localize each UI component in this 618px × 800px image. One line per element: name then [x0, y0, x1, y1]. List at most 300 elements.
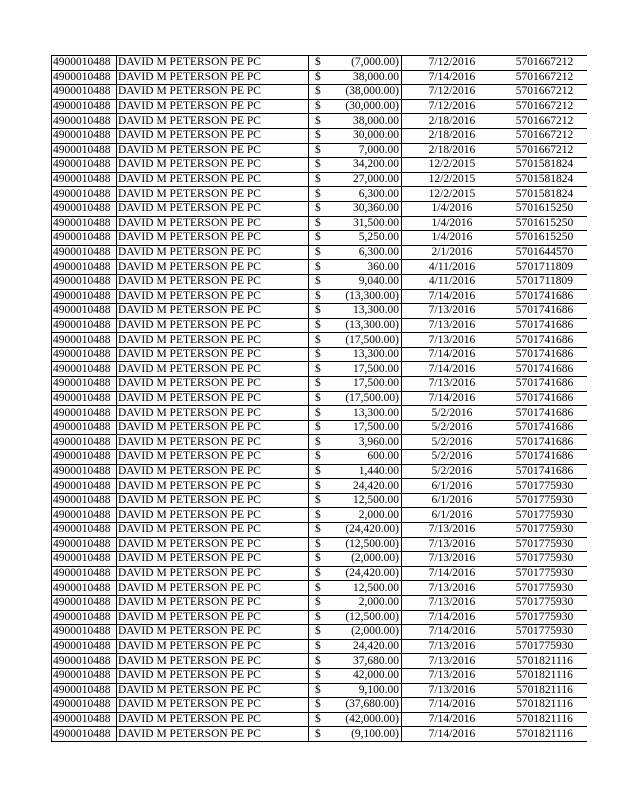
vendor-id-cell: 4900010488 — [52, 187, 117, 202]
vendor-id-cell: 4900010488 — [52, 479, 117, 494]
reference-cell: 5701667212 — [502, 70, 587, 85]
vendor-id-cell: 4900010488 — [52, 610, 117, 625]
table-row — [52, 70, 588, 85]
date-cell: 7/14/2016 — [402, 391, 503, 406]
reference-cell: 5701667212 — [502, 143, 587, 158]
table-row — [52, 172, 588, 187]
vendor-name-cell: DAVID M PETERSON PE PC — [117, 391, 309, 406]
vendor-id-cell: 4900010488 — [52, 289, 117, 304]
date-cell: 7/13/2016 — [402, 654, 503, 669]
table-row — [52, 260, 588, 275]
vendor-name-cell: DAVID M PETERSON PE PC — [117, 85, 309, 100]
currency-cell: $ — [309, 99, 330, 114]
vendor-name-cell: DAVID M PETERSON PE PC — [117, 654, 309, 669]
vendor-name-cell: DAVID M PETERSON PE PC — [117, 143, 309, 158]
currency-cell: $ — [309, 362, 330, 377]
table-row — [52, 537, 588, 552]
date-cell: 2/18/2016 — [402, 128, 503, 143]
reference-cell: 5701667212 — [502, 85, 587, 100]
amount-cell: 9,040.00 — [329, 274, 402, 289]
vendor-name-cell: DAVID M PETERSON PE PC — [117, 581, 309, 596]
table-row — [52, 552, 588, 567]
date-cell: 12/2/2015 — [402, 158, 503, 173]
date-cell: 6/1/2016 — [402, 479, 503, 494]
currency-cell: $ — [309, 479, 330, 494]
date-cell: 7/13/2016 — [402, 523, 503, 538]
date-cell: 5/2/2016 — [402, 435, 503, 450]
vendor-name-cell: DAVID M PETERSON PE PC — [117, 595, 309, 610]
vendor-id-cell: 4900010488 — [52, 85, 117, 100]
amount-cell: 3,960.00 — [329, 435, 402, 450]
transactions-table — [51, 55, 587, 742]
amount-cell: 30,360.00 — [329, 201, 402, 216]
date-cell: 7/14/2016 — [402, 70, 503, 85]
amount-cell: (13,300.00) — [329, 289, 402, 304]
table-row — [52, 420, 588, 435]
vendor-name-cell: DAVID M PETERSON PE PC — [117, 216, 309, 231]
vendor-id-cell: 4900010488 — [52, 727, 117, 742]
reference-cell: 5701741686 — [502, 304, 587, 319]
vendor-name-cell: DAVID M PETERSON PE PC — [117, 639, 309, 654]
currency-cell: $ — [309, 698, 330, 713]
reference-cell: 5701615250 — [502, 231, 587, 246]
table-row — [52, 377, 588, 392]
amount-cell: (37,680.00) — [329, 698, 402, 713]
currency-cell: $ — [309, 143, 330, 158]
vendor-id-cell: 4900010488 — [52, 464, 117, 479]
table-row — [52, 668, 588, 683]
reference-cell: 5701775930 — [502, 595, 587, 610]
reference-cell: 5701581824 — [502, 158, 587, 173]
amount-cell: (12,500.00) — [329, 610, 402, 625]
amount-cell: 12,500.00 — [329, 493, 402, 508]
vendor-id-cell: 4900010488 — [52, 683, 117, 698]
table-row — [52, 493, 588, 508]
reference-cell: 5701644570 — [502, 245, 587, 260]
currency-cell: $ — [309, 523, 330, 538]
currency-cell: $ — [309, 493, 330, 508]
vendor-name-cell: DAVID M PETERSON PE PC — [117, 464, 309, 479]
vendor-id-cell: 4900010488 — [52, 99, 117, 114]
table-row — [52, 508, 588, 523]
date-cell: 2/18/2016 — [402, 143, 503, 158]
date-cell: 7/12/2016 — [402, 99, 503, 114]
table-row — [52, 362, 588, 377]
date-cell: 7/13/2016 — [402, 639, 503, 654]
currency-cell: $ — [309, 347, 330, 362]
reference-cell: 5701741686 — [502, 391, 587, 406]
vendor-id-cell: 4900010488 — [52, 406, 117, 421]
vendor-name-cell: DAVID M PETERSON PE PC — [117, 70, 309, 85]
table-row — [52, 158, 588, 173]
vendor-name-cell: DAVID M PETERSON PE PC — [117, 668, 309, 683]
vendor-name-cell: DAVID M PETERSON PE PC — [117, 172, 309, 187]
vendor-id-cell: 4900010488 — [52, 552, 117, 567]
reference-cell: 5701711809 — [502, 260, 587, 275]
amount-cell: 6,300.00 — [329, 245, 402, 260]
reference-cell: 5701775930 — [502, 581, 587, 596]
date-cell: 7/13/2016 — [402, 595, 503, 610]
vendor-id-cell: 4900010488 — [52, 523, 117, 538]
table-row — [52, 143, 588, 158]
table-row — [52, 289, 588, 304]
amount-cell: (9,100.00) — [329, 727, 402, 742]
table-row — [52, 304, 588, 319]
date-cell: 7/14/2016 — [402, 625, 503, 640]
amount-cell: (24,420.00) — [329, 566, 402, 581]
currency-cell: $ — [309, 231, 330, 246]
vendor-id-cell: 4900010488 — [52, 639, 117, 654]
vendor-id-cell: 4900010488 — [52, 654, 117, 669]
date-cell: 7/13/2016 — [402, 537, 503, 552]
amount-cell: 42,000.00 — [329, 668, 402, 683]
currency-cell: $ — [309, 158, 330, 173]
reference-cell: 5701775930 — [502, 508, 587, 523]
vendor-name-cell: DAVID M PETERSON PE PC — [117, 158, 309, 173]
date-cell: 7/14/2016 — [402, 289, 503, 304]
date-cell: 5/2/2016 — [402, 420, 503, 435]
reference-cell: 5701741686 — [502, 347, 587, 362]
vendor-name-cell: DAVID M PETERSON PE PC — [117, 566, 309, 581]
currency-cell: $ — [309, 289, 330, 304]
date-cell: 12/2/2015 — [402, 187, 503, 202]
vendor-id-cell: 4900010488 — [52, 435, 117, 450]
reference-cell: 5701821116 — [502, 654, 587, 669]
table-row — [52, 128, 588, 143]
currency-cell: $ — [309, 406, 330, 421]
currency-cell: $ — [309, 216, 330, 231]
date-cell: 7/13/2016 — [402, 318, 503, 333]
vendor-id-cell: 4900010488 — [52, 333, 117, 348]
vendor-name-cell: DAVID M PETERSON PE PC — [117, 274, 309, 289]
reference-cell: 5701821116 — [502, 712, 587, 727]
reference-cell: 5701741686 — [502, 435, 587, 450]
vendor-name-cell: DAVID M PETERSON PE PC — [117, 435, 309, 450]
date-cell: 7/13/2016 — [402, 333, 503, 348]
vendor-id-cell: 4900010488 — [52, 581, 117, 596]
table-row — [52, 231, 588, 246]
vendor-id-cell: 4900010488 — [52, 493, 117, 508]
table-row — [52, 187, 588, 202]
amount-cell: 360.00 — [329, 260, 402, 275]
date-cell: 5/2/2016 — [402, 464, 503, 479]
currency-cell: $ — [309, 172, 330, 187]
table-row — [52, 523, 588, 538]
amount-cell: 38,000.00 — [329, 70, 402, 85]
amount-cell: 13,300.00 — [329, 347, 402, 362]
table-row — [52, 566, 588, 581]
amount-cell: 27,000.00 — [329, 172, 402, 187]
table-row — [52, 99, 588, 114]
vendor-id-cell: 4900010488 — [52, 362, 117, 377]
reference-cell: 5701667212 — [502, 128, 587, 143]
currency-cell: $ — [309, 595, 330, 610]
reference-cell: 5701741686 — [502, 420, 587, 435]
table-row — [52, 216, 588, 231]
reference-cell: 5701775930 — [502, 552, 587, 567]
vendor-id-cell: 4900010488 — [52, 377, 117, 392]
vendor-name-cell: DAVID M PETERSON PE PC — [117, 289, 309, 304]
reference-cell: 5701775930 — [502, 639, 587, 654]
vendor-id-cell: 4900010488 — [52, 508, 117, 523]
currency-cell: $ — [309, 420, 330, 435]
currency-cell: $ — [309, 712, 330, 727]
currency-cell: $ — [309, 508, 330, 523]
reference-cell: 5701775930 — [502, 523, 587, 538]
vendor-id-cell: 4900010488 — [52, 201, 117, 216]
vendor-id-cell: 4900010488 — [52, 245, 117, 260]
amount-cell: (17,500.00) — [329, 391, 402, 406]
vendor-id-cell: 4900010488 — [52, 712, 117, 727]
currency-cell: $ — [309, 377, 330, 392]
reference-cell: 5701741686 — [502, 318, 587, 333]
reference-cell: 5701741686 — [502, 362, 587, 377]
amount-cell: (12,500.00) — [329, 537, 402, 552]
reference-cell: 5701775930 — [502, 537, 587, 552]
vendor-name-cell: DAVID M PETERSON PE PC — [117, 523, 309, 538]
reference-cell: 5701615250 — [502, 216, 587, 231]
vendor-name-cell: DAVID M PETERSON PE PC — [117, 128, 309, 143]
vendor-name-cell: DAVID M PETERSON PE PC — [117, 450, 309, 465]
vendor-name-cell: DAVID M PETERSON PE PC — [117, 304, 309, 319]
amount-cell: 31,500.00 — [329, 216, 402, 231]
reference-cell: 5701821116 — [502, 683, 587, 698]
amount-cell: 24,420.00 — [329, 479, 402, 494]
amount-cell: (7,000.00) — [329, 56, 402, 71]
vendor-id-cell: 4900010488 — [52, 143, 117, 158]
date-cell: 5/2/2016 — [402, 450, 503, 465]
table-row — [52, 654, 588, 669]
currency-cell: $ — [309, 274, 330, 289]
amount-cell: 17,500.00 — [329, 420, 402, 435]
reference-cell: 5701821116 — [502, 698, 587, 713]
date-cell: 7/13/2016 — [402, 304, 503, 319]
table-row — [52, 406, 588, 421]
date-cell: 7/12/2016 — [402, 56, 503, 71]
vendor-id-cell: 4900010488 — [52, 625, 117, 640]
amount-cell: (17,500.00) — [329, 333, 402, 348]
amount-cell: (30,000.00) — [329, 99, 402, 114]
vendor-name-cell: DAVID M PETERSON PE PC — [117, 245, 309, 260]
vendor-id-cell: 4900010488 — [52, 114, 117, 129]
table-row — [52, 450, 588, 465]
amount-cell: 37,680.00 — [329, 654, 402, 669]
date-cell: 4/11/2016 — [402, 274, 503, 289]
table-row — [52, 625, 588, 640]
amount-cell: (38,000.00) — [329, 85, 402, 100]
currency-cell: $ — [309, 70, 330, 85]
vendor-id-cell: 4900010488 — [52, 304, 117, 319]
reference-cell: 5701775930 — [502, 493, 587, 508]
table-row — [52, 201, 588, 216]
vendor-id-cell: 4900010488 — [52, 450, 117, 465]
date-cell: 1/4/2016 — [402, 201, 503, 216]
amount-cell: 17,500.00 — [329, 362, 402, 377]
vendor-id-cell: 4900010488 — [52, 260, 117, 275]
vendor-id-cell: 4900010488 — [52, 668, 117, 683]
amount-cell: 24,420.00 — [329, 639, 402, 654]
reference-cell: 5701581824 — [502, 172, 587, 187]
amount-cell: 7,000.00 — [329, 143, 402, 158]
vendor-name-cell: DAVID M PETERSON PE PC — [117, 347, 309, 362]
vendor-id-cell: 4900010488 — [52, 216, 117, 231]
date-cell: 2/1/2016 — [402, 245, 503, 260]
table-row — [52, 712, 588, 727]
currency-cell: $ — [309, 245, 330, 260]
date-cell: 7/14/2016 — [402, 610, 503, 625]
reference-cell: 5701741686 — [502, 464, 587, 479]
vendor-name-cell: DAVID M PETERSON PE PC — [117, 420, 309, 435]
vendor-name-cell: DAVID M PETERSON PE PC — [117, 362, 309, 377]
currency-cell: $ — [309, 85, 330, 100]
vendor-name-cell: DAVID M PETERSON PE PC — [117, 610, 309, 625]
vendor-name-cell: DAVID M PETERSON PE PC — [117, 683, 309, 698]
vendor-name-cell: DAVID M PETERSON PE PC — [117, 56, 309, 71]
vendor-id-cell: 4900010488 — [52, 537, 117, 552]
vendor-id-cell: 4900010488 — [52, 70, 117, 85]
currency-cell: $ — [309, 552, 330, 567]
date-cell: 5/2/2016 — [402, 406, 503, 421]
date-cell: 4/11/2016 — [402, 260, 503, 275]
amount-cell: 12,500.00 — [329, 581, 402, 596]
table-row — [52, 479, 588, 494]
vendor-name-cell: DAVID M PETERSON PE PC — [117, 712, 309, 727]
amount-cell: (2,000.00) — [329, 625, 402, 640]
vendor-id-cell: 4900010488 — [52, 128, 117, 143]
table-row — [52, 595, 588, 610]
vendor-id-cell: 4900010488 — [52, 698, 117, 713]
table-row — [52, 274, 588, 289]
vendor-name-cell: DAVID M PETERSON PE PC — [117, 187, 309, 202]
date-cell: 1/4/2016 — [402, 216, 503, 231]
amount-cell: 38,000.00 — [329, 114, 402, 129]
date-cell: 7/13/2016 — [402, 668, 503, 683]
reference-cell: 5701741686 — [502, 289, 587, 304]
amount-cell: (24,420.00) — [329, 523, 402, 538]
reference-cell: 5701581824 — [502, 187, 587, 202]
amount-cell: (2,000.00) — [329, 552, 402, 567]
currency-cell: $ — [309, 435, 330, 450]
date-cell: 2/18/2016 — [402, 114, 503, 129]
vendor-name-cell: DAVID M PETERSON PE PC — [117, 260, 309, 275]
vendor-name-cell: DAVID M PETERSON PE PC — [117, 493, 309, 508]
amount-cell: 6,300.00 — [329, 187, 402, 202]
reference-cell: 5701741686 — [502, 406, 587, 421]
date-cell: 7/13/2016 — [402, 683, 503, 698]
currency-cell: $ — [309, 654, 330, 669]
currency-cell: $ — [309, 304, 330, 319]
currency-cell: $ — [309, 391, 330, 406]
date-cell: 7/14/2016 — [402, 712, 503, 727]
date-cell: 7/14/2016 — [402, 727, 503, 742]
amount-cell: 9,100.00 — [329, 683, 402, 698]
reference-cell: 5701741686 — [502, 333, 587, 348]
vendor-id-cell: 4900010488 — [52, 391, 117, 406]
table-row — [52, 435, 588, 450]
amount-cell: 600.00 — [329, 450, 402, 465]
vendor-name-cell: DAVID M PETERSON PE PC — [117, 114, 309, 129]
amount-cell: 2,000.00 — [329, 595, 402, 610]
currency-cell: $ — [309, 318, 330, 333]
date-cell: 7/14/2016 — [402, 347, 503, 362]
vendor-name-cell: DAVID M PETERSON PE PC — [117, 406, 309, 421]
currency-cell: $ — [309, 260, 330, 275]
amount-cell: (42,000.00) — [329, 712, 402, 727]
vendor-name-cell: DAVID M PETERSON PE PC — [117, 698, 309, 713]
table-row — [52, 391, 588, 406]
reference-cell: 5701667212 — [502, 99, 587, 114]
date-cell: 6/1/2016 — [402, 493, 503, 508]
amount-cell: 30,000.00 — [329, 128, 402, 143]
reference-cell: 5701615250 — [502, 201, 587, 216]
table-row — [52, 698, 588, 713]
date-cell: 7/12/2016 — [402, 85, 503, 100]
amount-cell: (13,300.00) — [329, 318, 402, 333]
vendor-id-cell: 4900010488 — [52, 347, 117, 362]
vendor-name-cell: DAVID M PETERSON PE PC — [117, 508, 309, 523]
reference-cell: 5701741686 — [502, 377, 587, 392]
currency-cell: $ — [309, 114, 330, 129]
vendor-id-cell: 4900010488 — [52, 158, 117, 173]
reference-cell: 5701775930 — [502, 479, 587, 494]
reference-cell: 5701667212 — [502, 114, 587, 129]
vendor-name-cell: DAVID M PETERSON PE PC — [117, 377, 309, 392]
vendor-name-cell: DAVID M PETERSON PE PC — [117, 99, 309, 114]
reference-cell: 5701711809 — [502, 274, 587, 289]
currency-cell: $ — [309, 668, 330, 683]
table-row — [52, 318, 588, 333]
amount-cell: 17,500.00 — [329, 377, 402, 392]
currency-cell: $ — [309, 610, 330, 625]
currency-cell: $ — [309, 187, 330, 202]
date-cell: 7/13/2016 — [402, 377, 503, 392]
table-row — [52, 347, 588, 362]
table-row — [52, 639, 588, 654]
vendor-id-cell: 4900010488 — [52, 172, 117, 187]
vendor-id-cell: 4900010488 — [52, 595, 117, 610]
reference-cell: 5701775930 — [502, 610, 587, 625]
reference-cell: 5701821116 — [502, 727, 587, 742]
date-cell: 1/4/2016 — [402, 231, 503, 246]
vendor-name-cell: DAVID M PETERSON PE PC — [117, 318, 309, 333]
vendor-name-cell: DAVID M PETERSON PE PC — [117, 333, 309, 348]
transactions-body — [52, 56, 588, 742]
vendor-id-cell: 4900010488 — [52, 274, 117, 289]
vendor-name-cell: DAVID M PETERSON PE PC — [117, 231, 309, 246]
date-cell: 7/13/2016 — [402, 552, 503, 567]
date-cell: 7/13/2016 — [402, 581, 503, 596]
amount-cell: 34,200.00 — [329, 158, 402, 173]
currency-cell: $ — [309, 201, 330, 216]
vendor-name-cell: DAVID M PETERSON PE PC — [117, 479, 309, 494]
table-row — [52, 464, 588, 479]
vendor-name-cell: DAVID M PETERSON PE PC — [117, 201, 309, 216]
reference-cell: 5701741686 — [502, 450, 587, 465]
currency-cell: $ — [309, 566, 330, 581]
vendor-id-cell: 4900010488 — [52, 231, 117, 246]
amount-cell: 13,300.00 — [329, 406, 402, 421]
vendor-name-cell: DAVID M PETERSON PE PC — [117, 537, 309, 552]
currency-cell: $ — [309, 56, 330, 71]
table-row — [52, 333, 588, 348]
amount-cell: 13,300.00 — [329, 304, 402, 319]
table-row — [52, 683, 588, 698]
currency-cell: $ — [309, 333, 330, 348]
reference-cell: 5701775930 — [502, 566, 587, 581]
amount-cell: 1,440.00 — [329, 464, 402, 479]
vendor-name-cell: DAVID M PETERSON PE PC — [117, 625, 309, 640]
currency-cell: $ — [309, 639, 330, 654]
